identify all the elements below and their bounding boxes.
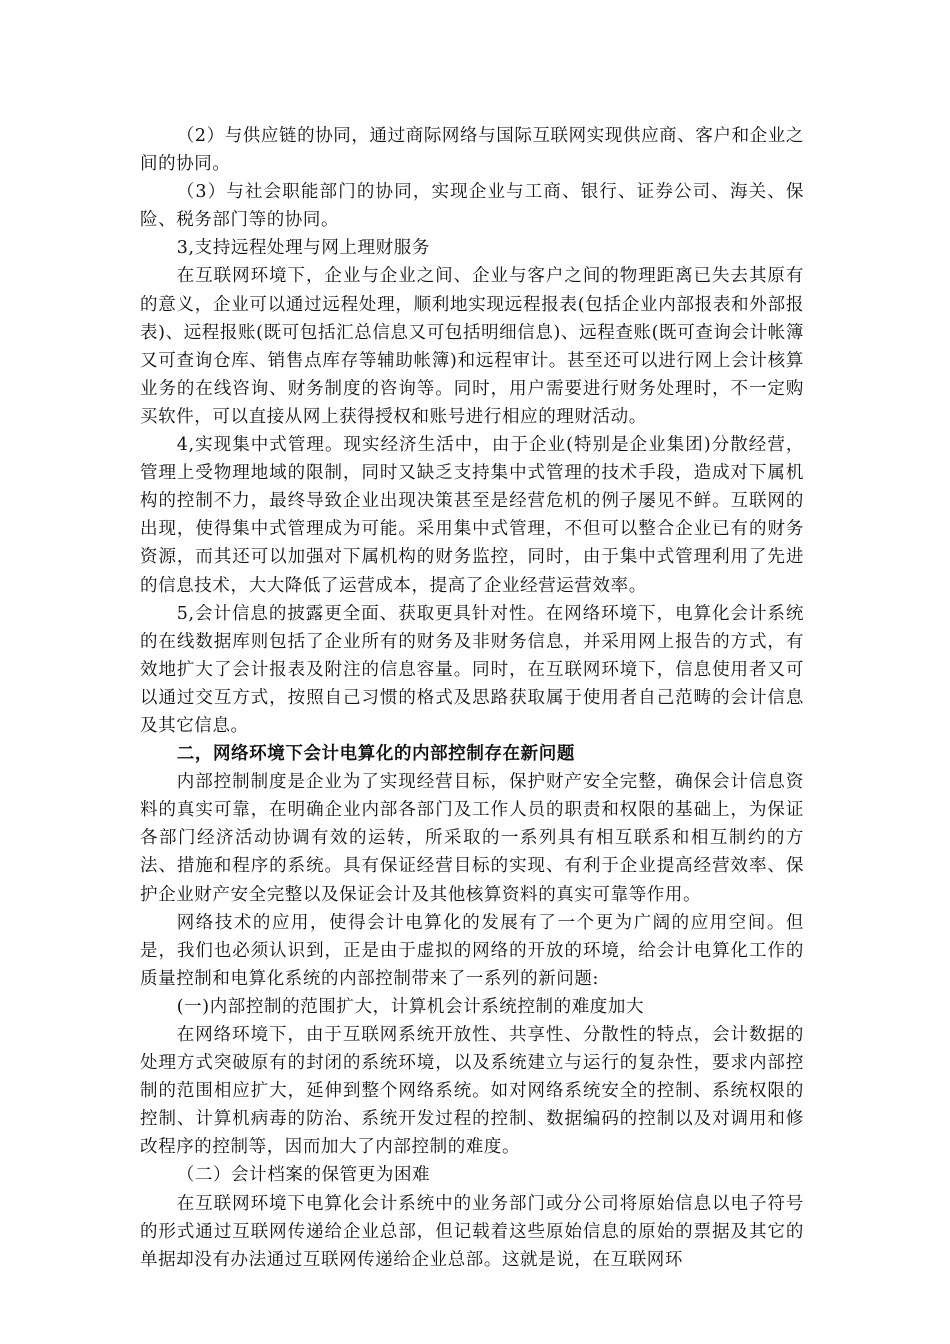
document-body [140, 122, 804, 1274]
paragraph-archives: 在互联网环境下电算化会计系统中的业务部门或分公司将原始信息以电子符号的形式通过互联网传递给企业总部，但记载着这些原始信息的原始的票据及其它的单据却没有办法通过互联网传递给企业总部。这就是说，在互联网环 [140, 1193, 804, 1270]
paragraph-network-technology: 网络技术的应用，使得会计电算化的发展有了一个更为广阔的应用空间。但是，我们也必须认识到，正是由于虚拟的网络的开放的环境，给会计电算化工作的质量控制和电算化系统的内部控制带来了一系列的新问题: [140, 912, 804, 989]
paragraph-supply-chain: （2）与供应链的协同，通过商际网络与国际互联网实现供应商、客户和企业之间的协同。 [140, 126, 804, 175]
paragraph-scope: 在网络环境下，由于互联网系统开放性、共享性、分散性的特点，会计数据的处理方式突破原有的封闭的系统环境，以及系统建立与运行的复杂性，要求内部控制的范围相应扩大，延伸到整个网络系统。如对网络系统安全的控制、系统权限的控制、计算机病毒的防治、系统开发过程的控制、数据编码的控制以及对调用和修改程序的控制等，因而加大了内部控制的难度。 [140, 1025, 804, 1158]
paragraph-centralized-management: 4,实现集中式管理。现实经济生活中，由于企业(特别是企业集团)分散经营，管理上受物理地域的限制，同时又缺乏支持集中式管理的技术手段，造成对下属机构的控制不力，最终导致企业出现决策甚至是经营危机的例子屡见不鲜。互联网的出现，使得集中式管理成为可能。采用集中式管理，不但可以整合企业已有的财务资源，而其还可以加强对下属机构的财务监控，同时，由于集中式管理利用了先进的信息技术，大大降低了运营成本，提高了企业经营运营效率。 [140, 435, 804, 596]
paragraph-internal-control: 内部控制制度是企业为了实现经营目标，保护财产安全完整，确保会计信息资料的真实可靠，在明确企业内部各部门及工作人员的职责和权限的基础上，为保证各部门经济活动协调有效的运转，所采取的一系列具有相互联系和相互制约的方法、措施和程序的系统。具有保证经营目标的实现、有利于企业提高经营效率、保护企业财产安全完整以及保证会计及其他核算资料的真实可靠等作用。 [140, 772, 804, 905]
paragraph-remote-processing: 在互联网环境下，企业与企业之间、企业与客户之间的物理距离已失去其原有的意义，企业可以通过远程处理，顺利地实现远程报表(包括企业内部报表和外部报表)、远程报账(既可包括汇总信息又可包括明细信息)、远程查账(既可查询会计帐簿又可查询仓库、销售点库存等辅助帐簿)和远程审计。甚至还可以进行网上会计核算业务的在线咨询、财务制度的咨询等。同时，用户需要进行财务处理时，不一定购买软件，可以直接从网上获得授权和账号进行相应的理财活动。 [140, 266, 804, 427]
paragraph-information-disclosure: 5,会计信息的披露更全面、获取更具针对性。在网络环境下，电算化会计系统的在线数据库则包括了企业所有的财务及非财务信息，并采用网上报告的方式，有效地扩大了会计报表及附注的信息容量。同时，在互联网环境下，信息使用者又可以通过交互方式，按照自己习惯的格式及思路获取属于使用者自己范畴的会计信息及其它信息。 [140, 603, 804, 736]
subheading-scope: (一)内部控制的范围扩大，计算机会计系统控制的难度加大 [176, 996, 645, 1017]
paragraph-social-departments: （3）与社会职能部门的协同，实现企业与工商、银行、证券公司、海关、保险、税务部门等的协同。 [140, 182, 804, 231]
subheading-archives: （二）会计档案的保管更为困难 [176, 1165, 431, 1186]
paragraph-remote-heading: 3,支持远程处理与网上理财服务 [176, 238, 430, 259]
section-heading: 二，网络环境下会计电算化的内部控制存在新问题 [176, 744, 575, 765]
